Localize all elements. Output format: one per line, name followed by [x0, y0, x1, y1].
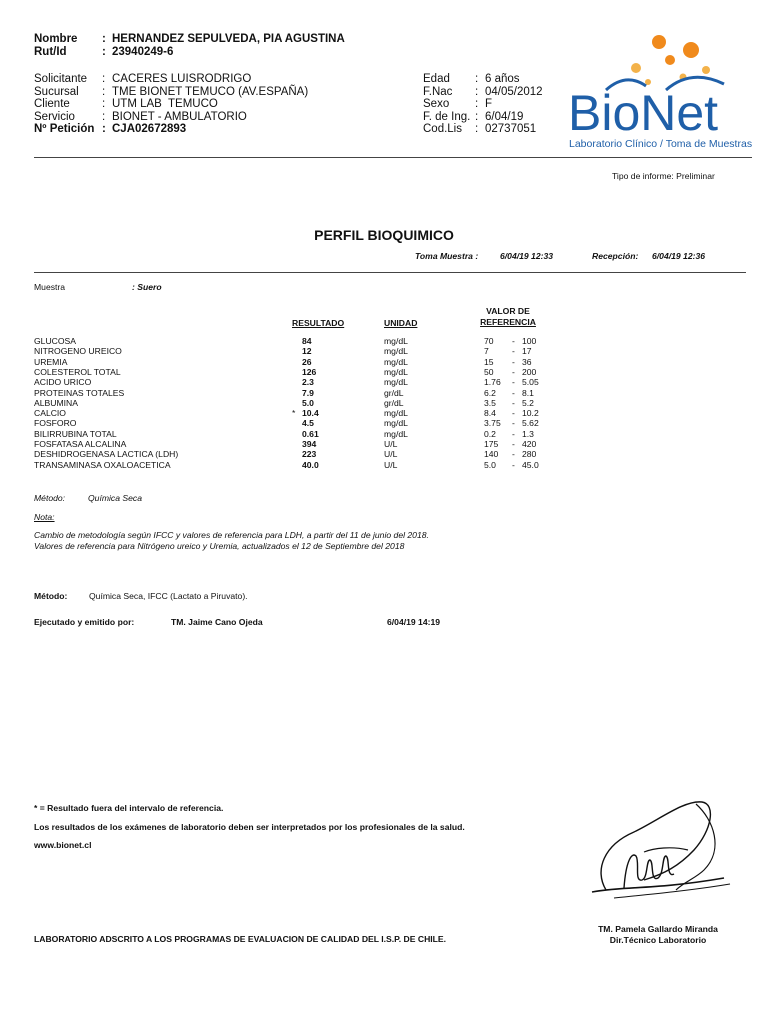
- result-unit: U/L: [384, 459, 398, 470]
- metodo1-label: Método:: [34, 493, 66, 503]
- signer-name: TM. Pamela Gallardo Miranda: [598, 924, 718, 934]
- toma-value: 6/04/19 12:33: [500, 251, 554, 261]
- ejecutado-date: 6/04/19 14:19: [387, 617, 441, 627]
- ref-dash: -: [512, 366, 515, 377]
- fnac-label: F.Nac: [423, 85, 453, 98]
- result-unit: mg/dL: [384, 377, 408, 388]
- ref-dash: -: [512, 356, 515, 367]
- result-unit: mg/dL: [384, 366, 408, 377]
- table-row: [0, 439, 768, 449]
- result-value: 10.4: [302, 408, 319, 419]
- ref-high: 200: [522, 366, 537, 377]
- ref-high: 10.2: [522, 408, 539, 419]
- muestra-value: : Suero: [132, 282, 162, 292]
- peticion-label: Nº Petición: [34, 123, 95, 136]
- result-unit: mg/dL: [384, 428, 408, 439]
- servicio-value: BIONET - AMBULATORIO: [112, 110, 247, 123]
- metodo2-value: Química Seca, IFCC (Lactato a Piruvato).: [89, 591, 248, 601]
- edad-value: 6 años: [485, 73, 520, 85]
- ref-dash: -: [512, 449, 515, 460]
- nota-line1: Cambio de metodología según IFCC y valores de referencia para LDH, a partir del 11 de junio del 2018.: [34, 530, 429, 540]
- ref-high: 100: [522, 336, 537, 346]
- header-referencia: [476, 306, 540, 328]
- ref-high: 36: [522, 356, 532, 367]
- result-value: 0.61: [302, 428, 319, 439]
- result-value: 126: [302, 366, 317, 377]
- header-ref-line1: VALOR DE: [486, 306, 530, 316]
- result-unit: mg/dL: [384, 418, 408, 429]
- analyte-name: DESHIDROGENASA LACTICA (LDH): [34, 449, 179, 460]
- bottom-accreditation: LABORATORIO ADSCRITO A LOS PROGRAMAS DE EVALUACION DE CALIDAD DEL I.S.P. DE CHILE.: [34, 934, 447, 944]
- footer-note-interpret: Los resultados de los exámenes de laboratorio deben ser interpretados por los profesionales de la salud.: [34, 822, 465, 832]
- rut-label: Rut/Id: [34, 45, 67, 58]
- ref-dash: -: [512, 336, 515, 346]
- table-row: [0, 367, 768, 377]
- logo-graphic: [566, 30, 758, 152]
- ref-dash: -: [512, 397, 515, 408]
- report-title: PERFIL BIOQUIMICO: [314, 227, 454, 243]
- analyte-name: COLESTEROL TOTAL: [34, 366, 121, 377]
- analyte-name: UREMIA: [34, 356, 68, 367]
- ref-low: 7: [484, 346, 489, 357]
- ejecutado-name: TM. Jaime Cano Ojeda: [171, 617, 263, 627]
- ref-high: 420: [522, 439, 537, 449]
- codlis-value: 02737051: [485, 123, 537, 136]
- sexo-label: Sexo: [423, 98, 450, 111]
- nota-label: Nota:: [34, 512, 55, 522]
- metodo2-label: Método:: [34, 591, 68, 601]
- ref-high: 8.1: [522, 387, 534, 398]
- solicitante-label: Solicitante: [34, 73, 88, 85]
- fnac-value: 04/05/2012: [485, 85, 543, 98]
- ref-dash: -: [512, 346, 515, 357]
- patient-details-right: Edad : 6 años F.Nac : 04/05/2012 Sexo : F F. de Ing. : 6/04/19 Cod.Lis : 02737051: [423, 73, 543, 136]
- result-value: 4.5: [302, 418, 314, 429]
- result-value: 2.3: [302, 377, 314, 388]
- metodo1-value: Química Seca: [88, 493, 142, 503]
- ref-low: 3.75: [484, 418, 501, 429]
- analyte-name: ACIDO URICO: [34, 377, 92, 388]
- recepcion-label: Recepción:: [592, 251, 639, 261]
- footer-note-flag: * = Resultado fuera del intervalo de referencia.: [34, 803, 224, 813]
- ref-low: 70: [484, 336, 494, 346]
- muestra-label: Muestra: [34, 282, 66, 292]
- ref-high: 280: [522, 449, 537, 460]
- result-value: 394: [302, 439, 317, 449]
- footer-website[interactable]: www.bionet.cl: [34, 840, 92, 850]
- result-unit: mg/dL: [384, 346, 408, 357]
- codlis-label: Cod.Lis: [423, 123, 462, 136]
- ref-low: 3.5: [484, 397, 496, 408]
- patient-rut: 23940249-6: [112, 45, 174, 58]
- analyte-name: FOSFATASA ALCALINA: [34, 439, 127, 449]
- analyte-name: ALBUMINA: [34, 397, 78, 408]
- analyte-name: FOSFORO: [34, 418, 77, 429]
- signer-block: [593, 924, 723, 945]
- patient-header: Nombre : HERNANDEZ SEPULVEDA, PIA AGUSTINA Rut/Id : 23940249-6: [34, 33, 345, 58]
- table-row: [0, 336, 768, 346]
- ref-high: 5.62: [522, 418, 539, 429]
- result-value: 40.0: [302, 459, 319, 470]
- result-value: 12: [302, 346, 312, 357]
- report-type: Tipo de informe: Preliminar: [612, 171, 715, 181]
- ref-low: 1.76: [484, 377, 501, 388]
- ref-high: 5.05: [522, 377, 539, 388]
- ref-low: 50: [484, 366, 494, 377]
- result-value: 84: [302, 336, 312, 346]
- logo-brand: BioNet: [568, 85, 719, 141]
- ref-low: 6.2: [484, 387, 496, 398]
- patient-name: HERNANDEZ SEPULVEDA, PIA AGUSTINA: [112, 33, 345, 45]
- fing-label: F. de Ing.: [423, 110, 471, 123]
- analyte-name: BILIRRUBINA TOTAL: [34, 428, 117, 439]
- header-resultado: RESULTADO: [292, 318, 345, 328]
- ref-high: 17: [522, 346, 532, 357]
- logo-tagline: Laboratorio Clínico / Toma de Muestras: [569, 138, 753, 150]
- signature-image: [584, 790, 734, 920]
- edad-label: Edad: [423, 73, 450, 85]
- table-row: [0, 418, 768, 428]
- ref-dash: -: [512, 459, 515, 470]
- result-unit: mg/dL: [384, 336, 408, 346]
- table-row: [0, 460, 768, 470]
- ref-dash: -: [512, 387, 515, 398]
- nota-line2: Valores de referencia para Nitrógeno ureico y Uremia, actualizados el 12 de Septiembre del 2018: [34, 540, 405, 551]
- ref-dash: -: [512, 377, 515, 388]
- results-table: [0, 336, 768, 476]
- result-unit: mg/dL: [384, 356, 408, 367]
- result-value: 7.9: [302, 387, 314, 398]
- sexo-value: F: [485, 98, 493, 111]
- result-unit: U/L: [384, 439, 398, 449]
- ref-low: 140: [484, 449, 499, 460]
- bionet-logo: [566, 30, 758, 152]
- ejecutado-label: Ejecutado y emitido por:: [34, 617, 135, 627]
- table-row: [0, 388, 768, 398]
- table-row: [0, 449, 768, 459]
- result-value: 26: [302, 356, 312, 367]
- ref-dash: -: [512, 428, 515, 439]
- analyte-name: GLUCOSA: [34, 336, 77, 346]
- ref-low: 175: [484, 439, 499, 449]
- table-row: [0, 357, 768, 367]
- sucursal-value: TME BIONET TEMUCO (AV.ESPAÑA): [112, 85, 309, 98]
- table-row: [0, 398, 768, 408]
- divider-top: [34, 157, 752, 158]
- ref-dash: -: [512, 439, 515, 449]
- table-row: [0, 408, 768, 418]
- result-value: 5.0: [302, 397, 314, 408]
- result-unit: gr/dL: [384, 397, 404, 408]
- solicitante-value: CACERES LUISRODRIGO: [112, 73, 252, 85]
- toma-label: Toma Muestra :: [415, 251, 479, 261]
- servicio-label: Servicio: [34, 110, 75, 123]
- divider-section: [34, 272, 746, 273]
- header-unidad: UNIDAD: [384, 318, 418, 328]
- ref-high: 45.0: [522, 459, 539, 470]
- ref-low: 15: [484, 356, 494, 367]
- cliente-label: Cliente: [34, 98, 70, 111]
- analyte-name: PROTEINAS TOTALES: [34, 387, 125, 398]
- signer-title: Dir.Técnico Laboratorio: [609, 934, 707, 945]
- name-label: Nombre: [34, 33, 78, 45]
- ref-dash: -: [512, 418, 515, 429]
- recepcion-value: 6/04/19 12:36: [652, 251, 706, 261]
- result-unit: gr/dL: [384, 387, 404, 398]
- analyte-name: CALCIO: [34, 408, 66, 419]
- result-unit: U/L: [384, 449, 398, 460]
- sucursal-label: Sucursal: [34, 85, 79, 98]
- ref-low: 0.2: [484, 428, 496, 439]
- ref-dash: -: [512, 408, 515, 419]
- peticion-value: CJA02672893: [112, 123, 187, 136]
- result-unit: mg/dL: [384, 408, 408, 419]
- table-row: [0, 377, 768, 387]
- ref-low: 5.0: [484, 459, 496, 470]
- ref-high: 5.2: [522, 397, 534, 408]
- nota-text: [34, 530, 429, 551]
- fing-value: 6/04/19: [485, 110, 524, 123]
- header-ref-line2: REFERENCIA: [480, 317, 536, 327]
- ref-low: 8.4: [484, 408, 496, 419]
- result-value: 223: [302, 449, 317, 460]
- table-row: [0, 429, 768, 439]
- cliente-value: UTM LAB TEMUCO: [112, 98, 218, 111]
- ref-high: 1.3: [522, 428, 534, 439]
- table-row: [0, 346, 768, 356]
- patient-details: Solicitante : CACERES LUISRODRIGO Sucursal : TME BIONET TEMUCO (AV.ESPAÑA) Cliente : UTM LAB TEMUCO Servicio : BIONET - AMBULATORIO Nº Petición : CJA02672893: [34, 73, 309, 136]
- analyte-name: NITROGENO UREICO: [34, 346, 122, 357]
- out-of-range-flag: *: [292, 408, 296, 419]
- analyte-name: TRANSAMINASA OXALOACETICA: [34, 459, 171, 470]
